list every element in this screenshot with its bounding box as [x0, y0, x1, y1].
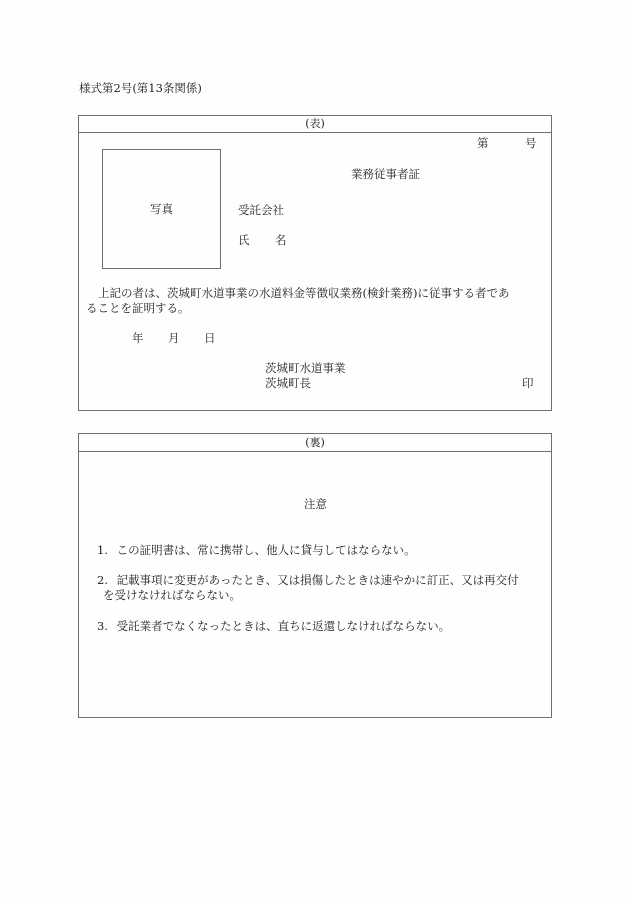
date-year: 年: [132, 331, 144, 345]
issuer-org: 茨城町水道事業: [265, 361, 346, 375]
photo-box: [102, 149, 221, 269]
name-label-2: 名: [275, 233, 287, 247]
seal-mark: 印: [522, 376, 534, 390]
item-text: この証明書は、常に携帯し、他人に貸与してはならない。: [116, 543, 416, 557]
front-card: [78, 115, 552, 411]
item-number: 2.: [97, 573, 108, 587]
name-label-1: 氏: [238, 233, 250, 247]
notice-item-2: [97, 572, 519, 588]
issuer-title: 茨城町長: [265, 376, 311, 390]
notice-item-1: [97, 542, 416, 558]
item-text: 記載事項に変更があったとき、又は損傷したときは速やかに訂正、又は再交付: [116, 573, 519, 587]
card-title: 業務従事者証: [351, 167, 420, 181]
number-suffix: 号: [525, 136, 537, 150]
date-day: 日: [204, 331, 216, 345]
back-card: [78, 433, 552, 718]
front-header: (表): [79, 116, 551, 133]
back-header: (裏): [79, 434, 551, 452]
item-number: 3.: [97, 619, 108, 633]
certification-line-2: ることを証明する。: [86, 301, 190, 315]
number-prefix: 第: [477, 136, 489, 150]
form-heading: 様式第2号(第13条関係): [79, 81, 202, 95]
company-label: 受託会社: [238, 203, 284, 217]
item-number: 1.: [97, 543, 108, 557]
notice-item-3: [97, 618, 450, 634]
notice-item-2-cont: を受けなければならない。: [103, 588, 241, 602]
date-month: 月: [168, 331, 180, 345]
notice-title: 注意: [304, 497, 327, 511]
item-text: 受託業者でなくなったときは、直ちに返還しなければならない。: [116, 619, 451, 633]
photo-label: 写真: [150, 202, 173, 216]
certification-line-1: 上記の者は、茨城町水道事業の水道料金等徴収業務(検針業務)に従事する者であ: [98, 286, 510, 300]
